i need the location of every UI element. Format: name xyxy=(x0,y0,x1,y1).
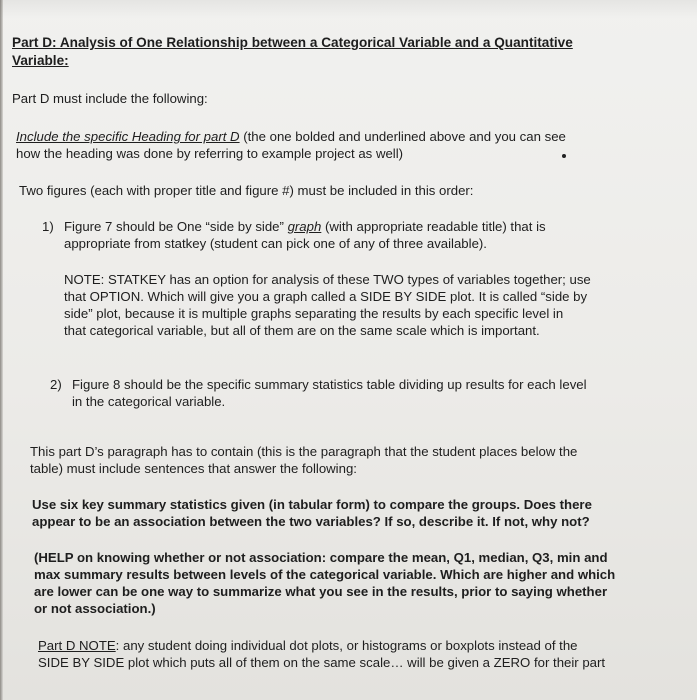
paragraph-requirements xyxy=(30,443,672,477)
question-line2: appear to be an association between the two variables? If so, describe it. If not, why not? xyxy=(32,514,590,529)
item1-text-a: Figure 7 should be One “side by side” xyxy=(64,219,288,234)
help-line: (HELP on knowing whether or not association: compare the mean, Q1, median, Q3, min and xyxy=(34,550,608,565)
pen-dot xyxy=(562,154,566,158)
part-d-note-line1 xyxy=(38,637,672,654)
paragraph-req-line2: table) must include sentences that answer the following: xyxy=(30,461,357,476)
paragraph-req-line1: This part D’s paragraph has to contain (this is the paragraph that the student places below the xyxy=(30,444,578,459)
two-figures-text: Two figures (each with proper title and figure #) must be included in this order: xyxy=(19,183,474,198)
statkey-note-line: side” plot, because it is multiple graphs separating the results by each specific level in xyxy=(64,306,564,321)
item2-line1: Figure 8 should be the specific summary statistics table dividing up results for each level xyxy=(72,377,587,392)
include-heading-rest: (the one bolded and underlined above and you can see xyxy=(239,129,566,144)
include-heading-line1 xyxy=(16,128,672,145)
part-d-note-label: Part D NOTE xyxy=(38,638,116,653)
question-line1: Use six key summary statistics given (in tabular form) to compare the groups. Does there xyxy=(32,497,592,512)
list-item-figure-8 xyxy=(50,376,672,410)
item2-number: 2) xyxy=(50,377,62,392)
item1-line2: appropriate from statkey (student can pick one of any of three available). xyxy=(64,236,487,251)
help-line: are lower can be one way to summarize what you see in the results, prior to saying whether xyxy=(34,584,608,599)
list-item-figure-7 xyxy=(42,218,672,339)
include-heading-line2: how the heading was done by referring to example project as well) xyxy=(16,146,404,161)
part-d-heading-line2: Variable: xyxy=(12,53,69,68)
page-edge xyxy=(0,0,3,700)
item1-number: 1) xyxy=(42,219,54,234)
help-line: max summary results between levels of the categorical variable. Which are higher and which xyxy=(34,567,616,582)
item1-line1 xyxy=(64,218,591,235)
summary-stats-question xyxy=(32,496,672,530)
top-shadow xyxy=(0,0,697,18)
part-d-note-line2: SIDE BY SIDE plot which puts all of them on the same scale… will be given a ZERO for their part xyxy=(38,655,606,670)
help-line: or not association.) xyxy=(34,601,156,616)
part-d-note xyxy=(38,637,672,671)
statkey-note xyxy=(64,271,591,339)
item1-graph-word: graph xyxy=(287,219,322,234)
item2-line2: in the categorical variable. xyxy=(72,394,226,409)
instruction-page xyxy=(12,34,672,671)
item1-text-b: (with appropriate readable title) that is xyxy=(321,219,546,234)
intro-text: Part D must include the following: xyxy=(12,91,208,106)
statkey-note-line: that categorical variable, but all of them are on the same scale which is important. xyxy=(64,323,540,338)
statkey-note-line: that OPTION. Which will give you a graph called a SIDE BY SIDE plot. It is called “side by xyxy=(64,289,588,304)
part-d-heading-line1: Part D: Analysis of One Relationship between a Categorical Variable and a Quantitative xyxy=(12,35,573,50)
include-heading-emphasis: Include the specific Heading for part D xyxy=(16,129,240,144)
help-note xyxy=(34,549,672,617)
statkey-note-line: NOTE: STATKEY has an option for analysis of these TWO types of variables together; use xyxy=(64,272,591,287)
part-d-note-rest: : any student doing individual dot plots, or histograms or boxplots instead of the xyxy=(115,638,578,653)
